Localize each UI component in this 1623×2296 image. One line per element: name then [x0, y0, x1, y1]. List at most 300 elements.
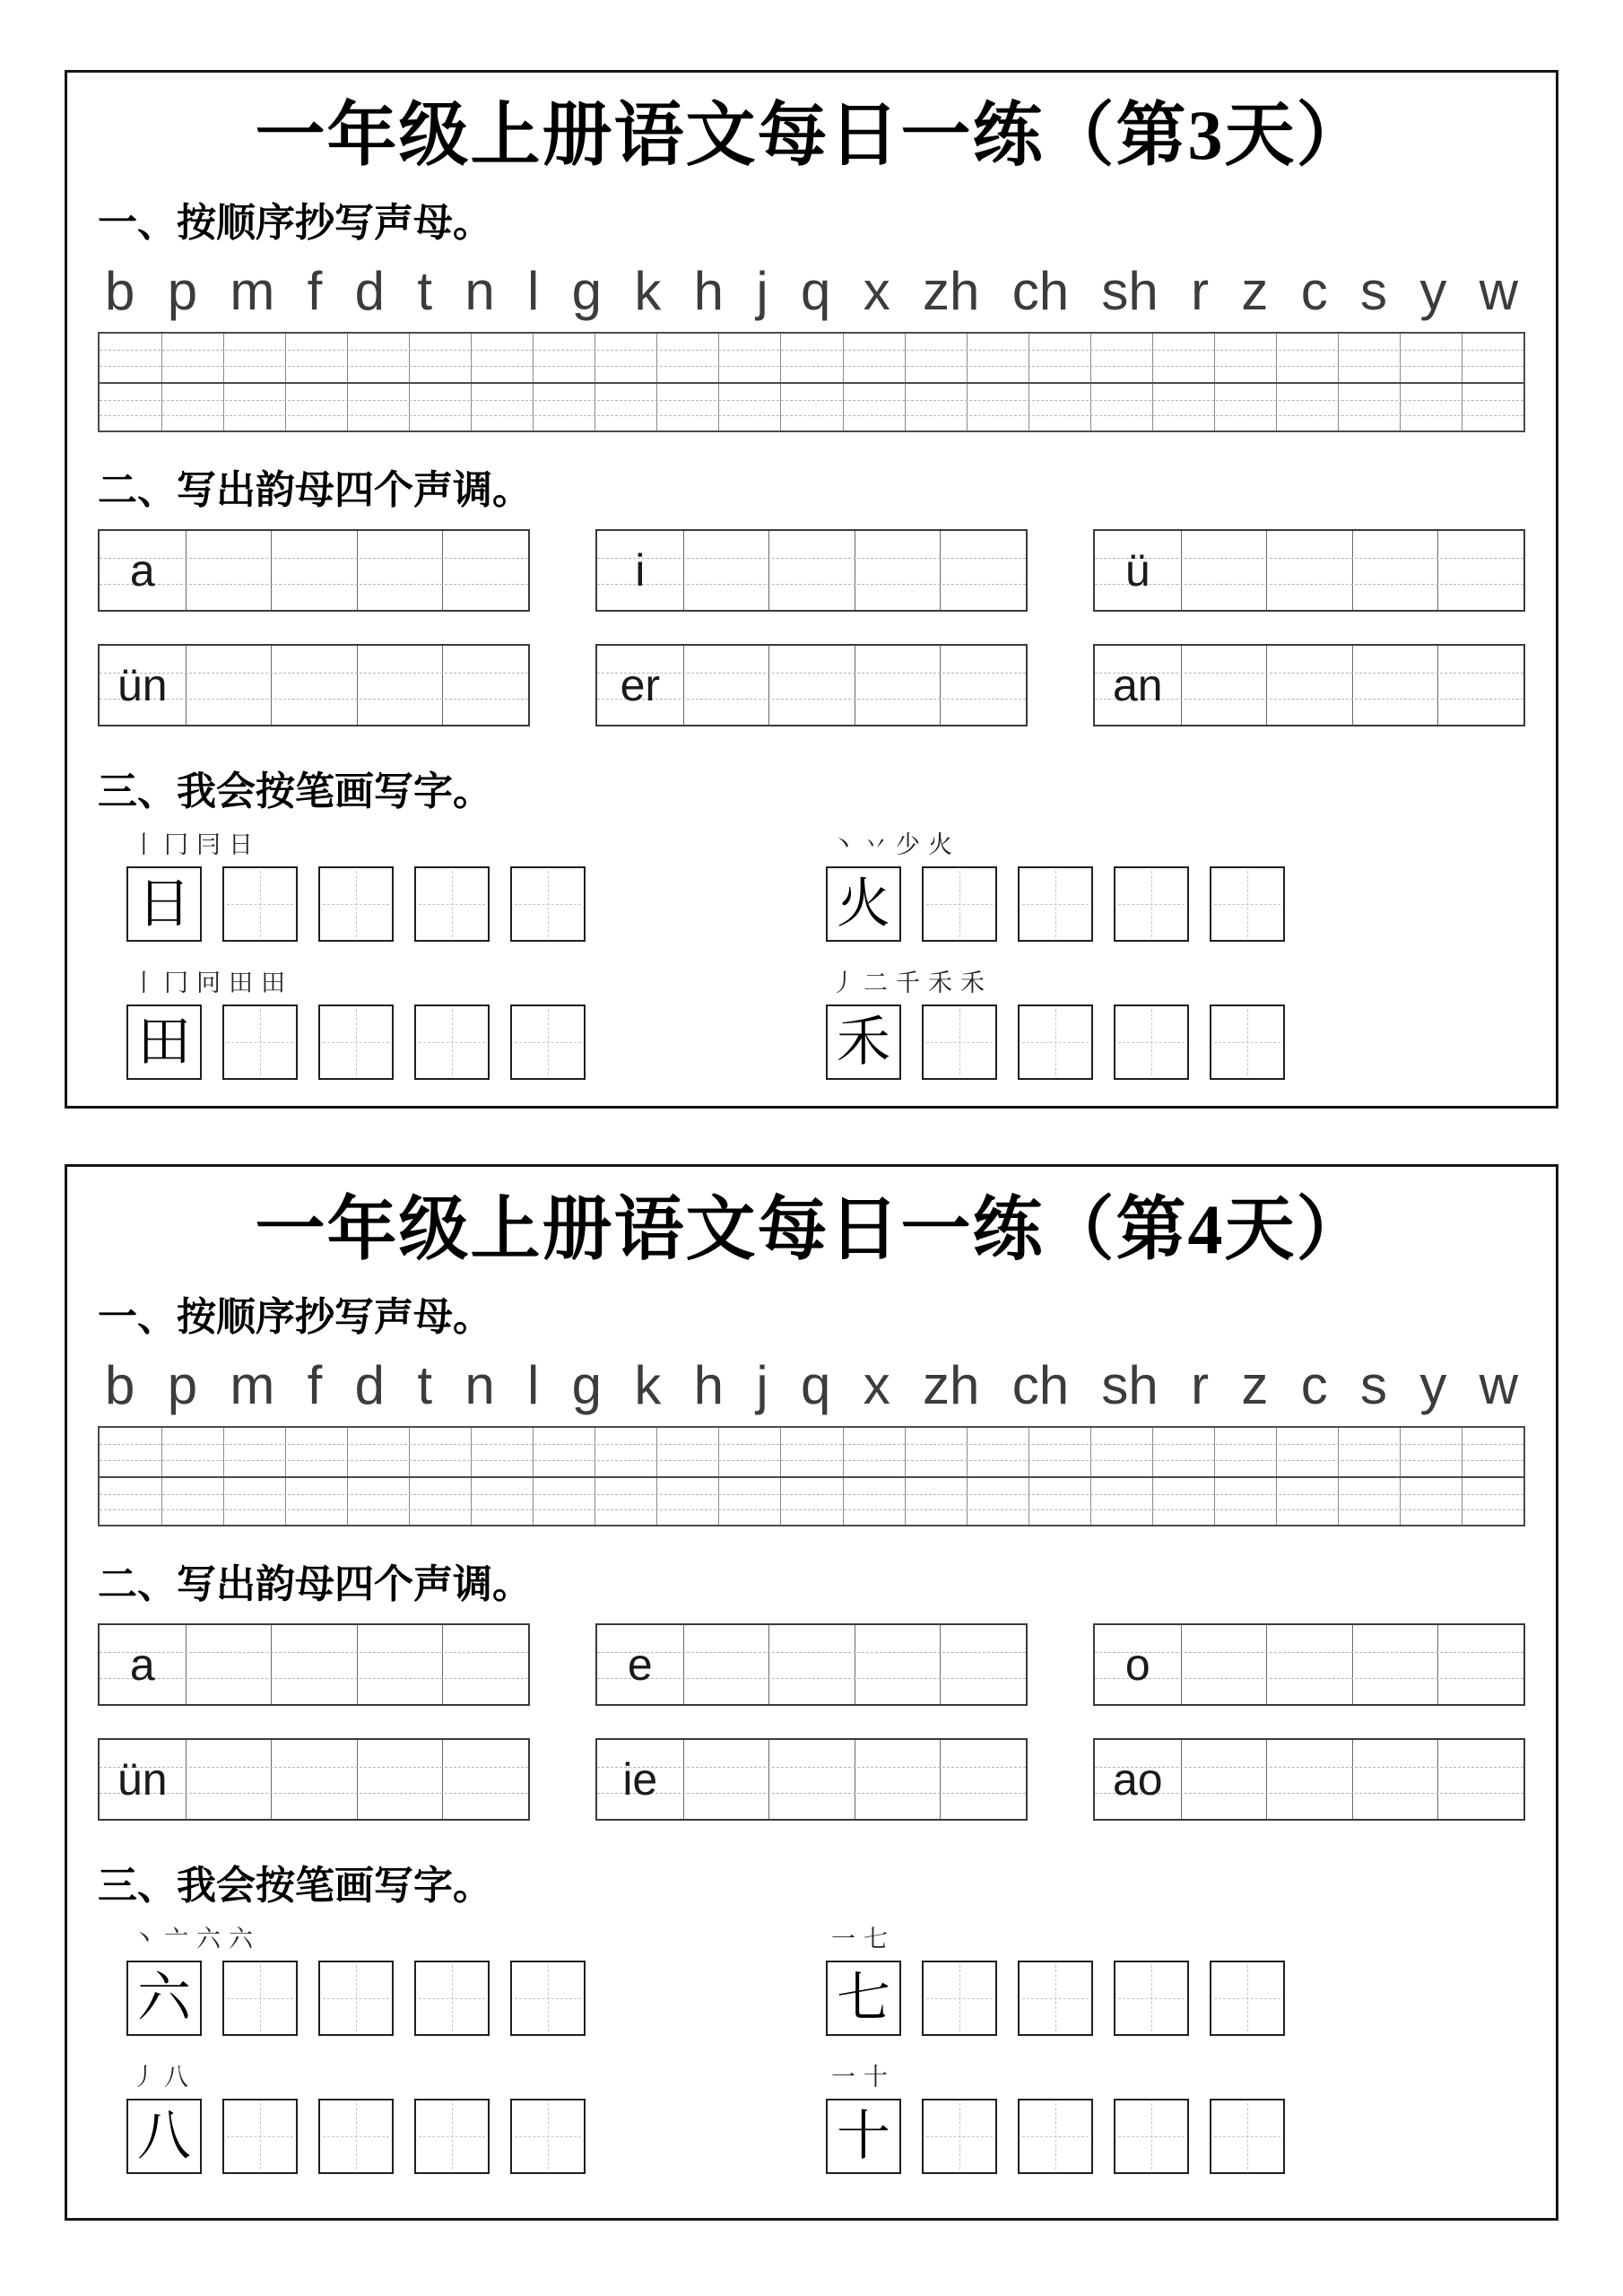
pinyin-grid-cell: [1400, 1478, 1462, 1525]
vowel-label-cell: [100, 1625, 186, 1704]
initial-letter: p: [167, 1355, 198, 1416]
section2-heading: 二、写出韵母四个声调。: [98, 1562, 532, 1607]
pinyin-grid-cell: [533, 1478, 595, 1525]
tone-writing-cell: [1352, 1625, 1438, 1704]
vowel-tone-grid: [1093, 1738, 1525, 1821]
pinyin-grid-cell: [285, 334, 347, 382]
initial-letter: p: [167, 261, 198, 322]
vowel-letter: ün: [117, 1754, 168, 1805]
pinyin-grid-cell: [347, 334, 409, 382]
vowel-label-cell: [100, 1740, 186, 1819]
tone-writing-cell: [683, 1625, 769, 1704]
tone-writing-cell: [855, 531, 941, 610]
pinyin-grid-cell: [1028, 384, 1090, 430]
pinyin-grid-cell: [533, 384, 595, 430]
pinyin-grid-cell: [1276, 334, 1338, 382]
tone-writing-cell: [1437, 531, 1523, 610]
pinyin-grid-cell: [1090, 384, 1152, 430]
pinyin-grid-cell: [533, 1428, 595, 1476]
vowel-label-cell: [597, 646, 683, 725]
initial-letter: w: [1479, 1355, 1518, 1416]
pinyin-grid-cell: [656, 334, 718, 382]
stroke-order-hint: 丿八: [132, 2064, 196, 2092]
character-box-row: [826, 1961, 1525, 2036]
practice-box: [222, 1961, 298, 2036]
vowel-letter: ü: [1124, 545, 1150, 596]
model-character: 七: [837, 1969, 890, 2029]
pinyin-grid-cell: [780, 334, 842, 382]
vowel-letter: an: [1112, 660, 1163, 711]
pinyin-grid-cell: [843, 334, 905, 382]
section2-heading: 二、写出韵母四个声调。: [98, 468, 532, 513]
model-character: 火: [837, 874, 890, 935]
tone-writing-cell: [357, 1740, 443, 1819]
initial-letter: w: [1479, 261, 1518, 322]
practice-box: [318, 1961, 394, 2036]
pinyin-grid-cell: [1462, 384, 1523, 430]
pinyin-grid-cell: [100, 1478, 161, 1525]
practice-box: [922, 1961, 997, 2036]
tone-writing-cell: [768, 531, 855, 610]
model-character-box: [826, 2099, 901, 2174]
pinyin-grid-cell: [100, 1428, 161, 1476]
initial-letter: f: [307, 1355, 323, 1416]
model-character: 日: [137, 874, 191, 935]
worksheet-panel: [65, 70, 1558, 1109]
initial-letter: g: [571, 261, 603, 322]
initial-letter: j: [756, 1355, 768, 1416]
pinyin-grid-cell: [533, 334, 595, 382]
tone-writing-cell: [271, 1740, 357, 1819]
practice-box: [318, 866, 394, 942]
practice-box: [510, 866, 586, 942]
initial-letter: ch: [1011, 261, 1070, 322]
practice-box: [1114, 1961, 1189, 2036]
model-character: 十: [837, 2107, 890, 2167]
tone-writing-cell: [1437, 1625, 1523, 1704]
tone-writing-cell: [940, 1740, 1026, 1819]
character-box-row: [126, 1004, 826, 1080]
character-practice-area: [98, 1925, 1525, 2174]
vowel-tone-row: [98, 529, 1525, 612]
initial-letter: s: [1360, 1355, 1387, 1416]
pinyin-grid-cell: [1152, 384, 1214, 430]
vowel-letter: a: [129, 1639, 155, 1691]
character-practice-item: [826, 831, 1525, 942]
practice-box: [222, 1004, 298, 1080]
character-practice-item: [126, 1925, 826, 2036]
tone-writing-cell: [1352, 1740, 1438, 1819]
pinyin-grid-cell: [1462, 1428, 1523, 1476]
pinyin-grid-cell: [595, 334, 656, 382]
section3-heading: 三、我会按笔画写字。: [98, 770, 492, 814]
pinyin-grid-cell: [100, 334, 161, 382]
pinyin-grid-cell: [347, 1478, 409, 1525]
pinyin-grid-cell: [967, 334, 1028, 382]
pinyin-grid-cell: [1462, 334, 1523, 382]
pinyin-grid-cell: [1214, 1428, 1276, 1476]
stroke-order-hint: 一十: [831, 2064, 896, 2092]
model-character: 八: [137, 2107, 191, 2167]
initial-letter: n: [464, 261, 495, 322]
vowel-tone-grid: [98, 529, 530, 612]
pinyin-grid-cell: [1028, 1478, 1090, 1525]
practice-box: [414, 2099, 490, 2174]
pinyin-grid-cell: [595, 384, 656, 430]
tone-writing-cell: [683, 646, 769, 725]
pinyin-grid-cell: [967, 384, 1028, 430]
pinyin-grid-row: [100, 382, 1523, 430]
pinyin-grid-cell: [471, 1478, 533, 1525]
character-practice-area: [98, 831, 1525, 1080]
vowel-label-cell: [597, 1625, 683, 1704]
initial-letter: k: [634, 1355, 662, 1416]
tone-writing-cell: [186, 646, 272, 725]
pinyin-grid-cell: [905, 1428, 967, 1476]
initial-letter: t: [417, 1355, 433, 1416]
character-box-row: [126, 2099, 826, 2174]
model-character: 田: [137, 1013, 191, 1073]
pinyin-grid-cell: [1338, 384, 1400, 430]
pinyin-grid-cell: [471, 334, 533, 382]
initial-letter: sh: [1101, 1355, 1159, 1416]
vowel-tone-grid: [98, 1623, 530, 1706]
tone-writing-cell: [768, 646, 855, 725]
pinyin-grid-cell: [161, 384, 223, 430]
pinyin-grid-cell: [223, 334, 285, 382]
character-box-row: [826, 2099, 1525, 2174]
tone-writing-cell: [1181, 1740, 1267, 1819]
initial-letter: h: [693, 1355, 725, 1416]
pinyin-grid-cell: [780, 384, 842, 430]
vowel-letter: o: [1124, 1639, 1150, 1691]
vowel-tone-grid: [595, 1738, 1028, 1821]
pinyin-grid-cell: [1400, 1428, 1462, 1476]
pinyin-grid-cell: [656, 1478, 718, 1525]
tone-writing-cell: [1352, 531, 1438, 610]
initial-letter: n: [464, 1355, 495, 1416]
practice-box: [922, 1004, 997, 1080]
vowel-label-cell: [597, 531, 683, 610]
initial-letter: y: [1419, 1355, 1447, 1416]
tone-writing-cell: [1266, 1740, 1352, 1819]
vowel-tone-grid: [595, 644, 1028, 726]
initial-letter: c: [1300, 261, 1328, 322]
initials-row: [98, 262, 1525, 321]
tone-writing-cell: [186, 1740, 272, 1819]
practice-box: [510, 1004, 586, 1080]
vowel-label-cell: [597, 1740, 683, 1819]
pinyin-grid-cell: [285, 1478, 347, 1525]
pinyin-grid-cell: [1214, 384, 1276, 430]
pinyin-grid-cell: [223, 1428, 285, 1476]
tone-writing-cell: [357, 531, 443, 610]
pinyin-grid-cell: [100, 384, 161, 430]
initial-letter: z: [1241, 1355, 1269, 1416]
tone-writing-cell: [442, 1740, 528, 1819]
tone-writing-cell: [855, 646, 941, 725]
tone-writing-cell: [683, 1740, 769, 1819]
tone-writing-cell: [1352, 646, 1438, 725]
practice-box: [1114, 866, 1189, 942]
tone-writing-cell: [357, 646, 443, 725]
character-practice-item: [126, 2063, 826, 2174]
tone-writing-cell: [855, 1625, 941, 1704]
pinyin-writing-grid: [98, 1426, 1525, 1526]
initial-letter: ch: [1011, 1355, 1070, 1416]
vowel-tone-grid: [595, 1623, 1028, 1706]
stroke-order-hint: 一七: [831, 1926, 896, 1953]
vowel-label-cell: [1095, 1625, 1181, 1704]
pinyin-grid-cell: [843, 1428, 905, 1476]
initials-row: [98, 1356, 1525, 1415]
vowel-label-cell: [100, 531, 186, 610]
vowel-tone-grid: [1093, 1623, 1525, 1706]
pinyin-grid-cell: [905, 384, 967, 430]
initial-letter: b: [105, 1355, 135, 1416]
character-box-row: [826, 866, 1525, 942]
initial-letter: m: [230, 1355, 275, 1416]
section1-heading: 一、按顺序抄写声母。: [98, 201, 492, 246]
model-character-box: [126, 1961, 202, 2036]
tone-writing-cell: [442, 531, 528, 610]
initial-letter: k: [634, 261, 662, 322]
pinyin-grid-row: [100, 1428, 1523, 1476]
practice-box: [1210, 1004, 1285, 1080]
initial-letter: l: [527, 261, 540, 322]
character-practice-item: [826, 2063, 1525, 2174]
section3-heading: 三、我会按笔画写字。: [98, 1864, 492, 1909]
pinyin-grid-cell: [780, 1478, 842, 1525]
vowel-label-cell: [1095, 1740, 1181, 1819]
character-practice-item: [126, 831, 826, 942]
tone-writing-cell: [940, 1625, 1026, 1704]
tone-writing-cell: [1437, 646, 1523, 725]
practice-box: [1210, 2099, 1285, 2174]
tone-writing-cell: [186, 1625, 272, 1704]
pinyin-grid-cell: [347, 384, 409, 430]
tone-writing-cell: [768, 1740, 855, 1819]
initial-letter: b: [105, 261, 135, 322]
tone-writing-cell: [855, 1740, 941, 1819]
pinyin-grid-cell: [718, 384, 780, 430]
tone-writing-cell: [442, 1625, 528, 1704]
practice-box: [1018, 1961, 1093, 2036]
vowel-letter: a: [129, 545, 155, 596]
practice-box: [1018, 866, 1093, 942]
worksheet-panel: [65, 1164, 1558, 2221]
tone-writing-cell: [1181, 531, 1267, 610]
practice-box: [414, 866, 490, 942]
stroke-order-hint: 丶亠六六: [132, 1926, 261, 1953]
pinyin-grid-cell: [409, 1428, 471, 1476]
model-character-box: [826, 1961, 901, 2036]
initial-letter: c: [1300, 1355, 1328, 1416]
practice-box: [222, 866, 298, 942]
pinyin-grid-cell: [905, 334, 967, 382]
initial-letter: d: [354, 261, 386, 322]
initial-letter: l: [527, 1355, 540, 1416]
tone-writing-cell: [271, 646, 357, 725]
model-character-box: [826, 1004, 901, 1080]
pinyin-grid-cell: [656, 384, 718, 430]
pinyin-grid-cell: [718, 1428, 780, 1476]
stroke-order-hint: 丶丷少火: [831, 831, 960, 859]
tone-writing-cell: [1266, 1625, 1352, 1704]
vowel-tone-row: [98, 1738, 1525, 1821]
character-box-row: [826, 1004, 1525, 1080]
tone-writing-cell: [683, 531, 769, 610]
model-character-box: [126, 866, 202, 942]
pinyin-grid-cell: [967, 1428, 1028, 1476]
practice-box: [922, 866, 997, 942]
practice-box: [1210, 866, 1285, 942]
vowel-tone-row: [98, 644, 1525, 726]
vowel-tone-grid: [1093, 644, 1525, 726]
model-character: 六: [137, 1969, 191, 2029]
character-practice-item: [826, 1925, 1525, 2036]
stroke-order-hint: 丿二千禾禾: [831, 970, 993, 997]
tone-writing-cell: [1266, 531, 1352, 610]
initial-letter: x: [863, 261, 890, 322]
pinyin-grid-cell: [595, 1478, 656, 1525]
pinyin-grid-cell: [905, 1478, 967, 1525]
tone-writing-cell: [1266, 646, 1352, 725]
character-practice-item: [126, 969, 826, 1080]
initial-letter: d: [354, 1355, 386, 1416]
pinyin-grid-cell: [161, 1428, 223, 1476]
pinyin-grid-cell: [1276, 1478, 1338, 1525]
pinyin-grid-cell: [1400, 334, 1462, 382]
initial-letter: f: [307, 261, 323, 322]
vowel-letter: i: [635, 545, 646, 596]
tone-writing-cell: [1181, 1625, 1267, 1704]
pinyin-grid-cell: [1276, 384, 1338, 430]
practice-box: [1114, 1004, 1189, 1080]
model-character-box: [126, 2099, 202, 2174]
practice-box: [318, 1004, 394, 1080]
vowel-label-cell: [1095, 531, 1181, 610]
model-character-box: [826, 866, 901, 942]
initial-letter: y: [1419, 261, 1447, 322]
initial-letter: g: [571, 1355, 603, 1416]
vowel-tone-grid: [1093, 529, 1525, 612]
character-practice-item: [826, 969, 1525, 1080]
pinyin-grid-cell: [1152, 1478, 1214, 1525]
pinyin-grid-row: [100, 334, 1523, 382]
initial-letter: x: [863, 1355, 890, 1416]
vowel-letter: e: [627, 1639, 653, 1691]
character-box-row: [126, 866, 826, 942]
initial-letter: zh: [923, 261, 980, 322]
pinyin-grid-cell: [1338, 334, 1400, 382]
tone-writing-cell: [442, 646, 528, 725]
practice-box: [414, 1961, 490, 2036]
pinyin-grid-cell: [1276, 1428, 1338, 1476]
tone-writing-cell: [940, 531, 1026, 610]
vowel-tone-grid: [98, 644, 530, 726]
pinyin-grid-cell: [471, 384, 533, 430]
initial-letter: s: [1360, 261, 1387, 322]
vowel-label-cell: [1095, 646, 1181, 725]
vowel-letter: ün: [117, 660, 168, 711]
pinyin-grid-cell: [1090, 1428, 1152, 1476]
pinyin-grid-cell: [718, 334, 780, 382]
vowel-label-cell: [100, 646, 186, 725]
pinyin-grid-cell: [161, 1478, 223, 1525]
tone-writing-cell: [271, 531, 357, 610]
tone-writing-cell: [940, 646, 1026, 725]
pinyin-grid-cell: [843, 1478, 905, 1525]
pinyin-grid-cell: [223, 1478, 285, 1525]
practice-box: [1018, 1004, 1093, 1080]
pinyin-grid-cell: [1462, 1478, 1523, 1525]
pinyin-grid-cell: [1028, 1428, 1090, 1476]
practice-box: [1114, 2099, 1189, 2174]
pinyin-grid-cell: [1214, 1478, 1276, 1525]
model-character-box: [126, 1004, 202, 1080]
pinyin-grid-cell: [1028, 334, 1090, 382]
vowel-letter: ie: [622, 1754, 658, 1805]
practice-box: [510, 2099, 586, 2174]
pinyin-grid-cell: [718, 1478, 780, 1525]
pinyin-grid-cell: [285, 1428, 347, 1476]
tone-writing-cell: [357, 1625, 443, 1704]
initial-letter: z: [1241, 261, 1269, 322]
pinyin-grid-cell: [285, 384, 347, 430]
pinyin-grid-row: [100, 1476, 1523, 1525]
tone-writing-cell: [186, 531, 272, 610]
character-box-row: [126, 1961, 826, 2036]
practice-box: [1210, 1961, 1285, 2036]
practice-box: [414, 1004, 490, 1080]
page-title: 一年级上册语文每日一练（第3天）: [255, 96, 1368, 174]
practice-box: [922, 2099, 997, 2174]
vowel-tone-grid: [595, 529, 1028, 612]
model-character: 禾: [837, 1013, 890, 1073]
pinyin-grid-cell: [1090, 334, 1152, 382]
practice-box: [222, 2099, 298, 2174]
pinyin-grid-cell: [780, 1428, 842, 1476]
pinyin-grid-cell: [1400, 384, 1462, 430]
tone-writing-cell: [768, 1625, 855, 1704]
pinyin-grid-cell: [409, 384, 471, 430]
vowel-tone-grid: [98, 1738, 530, 1821]
pinyin-grid-cell: [347, 1428, 409, 1476]
initial-letter: q: [801, 261, 831, 322]
pinyin-grid-cell: [1214, 334, 1276, 382]
initial-letter: q: [801, 1355, 831, 1416]
pinyin-grid-cell: [843, 384, 905, 430]
practice-box: [1018, 2099, 1093, 2174]
pinyin-grid-cell: [471, 1428, 533, 1476]
initial-letter: r: [1191, 1355, 1210, 1416]
pinyin-grid-cell: [1152, 1428, 1214, 1476]
tone-writing-cell: [1181, 646, 1267, 725]
initial-letter: j: [756, 261, 768, 322]
initial-letter: r: [1191, 261, 1210, 322]
page-title: 一年级上册语文每日一练（第4天）: [255, 1190, 1368, 1268]
pinyin-grid-cell: [1338, 1478, 1400, 1525]
pinyin-grid-cell: [409, 1478, 471, 1525]
practice-box: [510, 1961, 586, 2036]
pinyin-grid-cell: [656, 1428, 718, 1476]
tone-writing-cell: [271, 1625, 357, 1704]
initial-letter: sh: [1101, 261, 1159, 322]
pinyin-grid-cell: [1090, 1478, 1152, 1525]
vowel-letter: er: [620, 660, 661, 711]
stroke-order-hint: 丨冂冃日: [132, 831, 261, 859]
